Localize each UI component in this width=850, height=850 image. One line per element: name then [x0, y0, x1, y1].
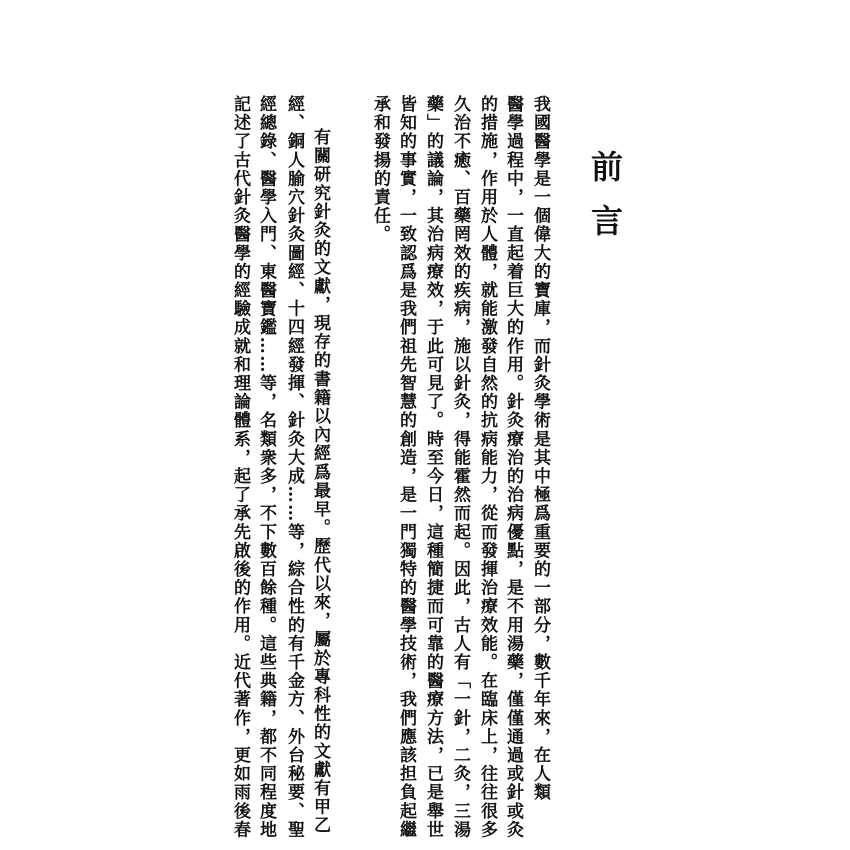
- text-column: 久治不癒、百藥罔效的疾病，施以針灸，得能霍然而起。因此，古人有「一針，二灸，三湯: [450, 95, 470, 839]
- text-column: 有關研究針灸的文獻，現存的書籍以內經爲最早。歷代以來，屬於專科性的文獻有甲乙: [310, 128, 330, 835]
- text-column: 我國醫學是一個偉大的寶庫，而針灸學術是其中極爲重要的一部分，數千年來，在人類: [530, 95, 550, 802]
- text-column: 藥」的議論，其治病療效，于此可見了。時至今日，這種簡捷而可靠的醫療方法，已是舉世: [423, 95, 443, 839]
- text-column: 經總錄、醫學入門、東醫寶鑑……等，名類衆多，不下數百餘種。這些典籍，都不同程度地: [256, 95, 276, 839]
- text-column: 的措施，作用於人體，就能激發自然的抗病能力，從而發揮治療效能。在臨床上，往往很多: [477, 95, 497, 839]
- text-column: 承和發揚的責任。: [370, 95, 390, 244]
- text-column: 醫學過程中，一直起着巨大的作用。針灸療治的治病優點，是不用湯藥，僅僅通過或針或灸: [503, 95, 523, 839]
- text-column: 記述了古代針灸醫學的經驗成就和理論體系，起了承先啟後的作用。近代著作，更如雨後春: [230, 95, 250, 839]
- text-column: 皆知的事實，一致認爲是我們祖先智慧的創造，是一門獨特的醫學技術，我們應該担負起繼: [396, 95, 416, 839]
- text-column: 經、銅人腧穴針灸圖經、十四經發揮、針灸大成……等，綜合性的有千金方、外台秘要、聖: [284, 95, 304, 839]
- page-title: 前言: [586, 150, 624, 258]
